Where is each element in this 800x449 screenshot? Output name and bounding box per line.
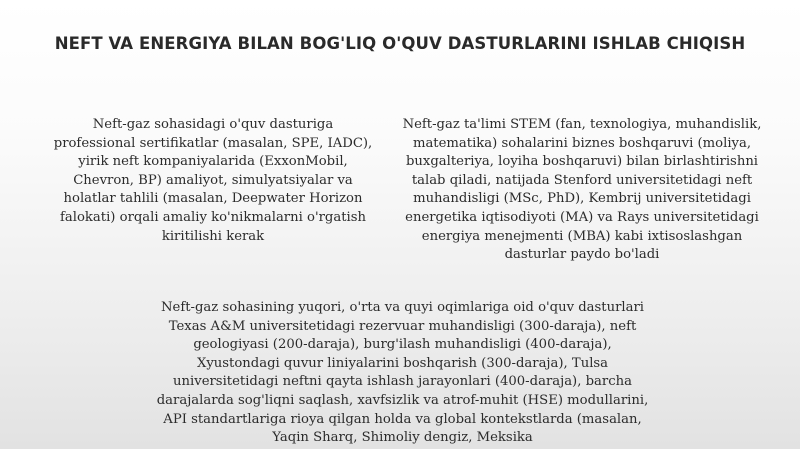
bottom-paragraph: Neft-gaz sohasining yuqori, o'rta va quyi oqimlariga oid o'quv dasturlari Texas A&M universitetidagi rezervuar muhandisligi (300-daraja), neft geologiyasi (200-daraja), burg'ilash muhandisligi (400-daraja), Xyustondagi quvur liniyalarini boshqarish (300-daraja), Tulsa universitetidagi neftni qayta ishlash jarayonlari (400-daraja), barcha darajalarda sog'liqni saqlash, xavfsizlik va atrof-muhit (HSE) modullarini, API standartlariga rioya qilgan holda va global kontekstlarda (masalan, Yaqin Sharq, Shimoliy dengiz, Meksika <box>156 300 649 446</box>
left-paragraph: Neft-gaz sohasidagi o'quv dasturiga professional sertifikatlar (masalan, SPE, IADC), yirik neft kompaniyalarida (ExxonMobil, Chevron, BP) amaliyot, simulyatsiyalar va holatlar tahlili (masalan, Deepwater Horizon falokati) orqali amaliy ko'nikmalarni o'rgatish kiritilishi kerak <box>53 117 373 244</box>
right-paragraph: Neft-gaz ta'limi STEM (fan, texnologiya, muhandislik, matematika) sohalarini biznes boshqaruvi (moliya, buxgalteriya, loyiha boshqaruvi) bilan birlashtirishni talab qiladi, natijada Stenford universitetidagi neft muhandisligi (MSc, PhD), Kembrij universitetidagi energetika iqtisodiyoti (MA) va Rays universitetidagi energiya menejmenti (MBA) kabi ixtisoslashgan dasturlar paydo bo'ladi <box>402 117 762 263</box>
slide-title: NEFT VA ENERGIYA BILAN BOG'LIQ O'QUV DASTURLARINI ISHLAB CHIQISH <box>54 34 746 53</box>
